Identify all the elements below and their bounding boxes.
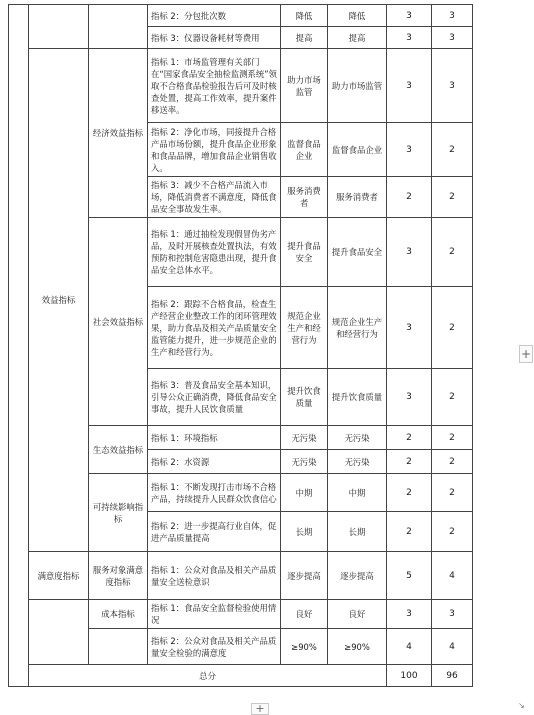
score-cell[interactable]: 3 xyxy=(432,5,473,27)
weight-cell[interactable]: 3 xyxy=(387,600,432,629)
actual-cell[interactable]: 提升饮食质量 xyxy=(328,369,387,426)
actual-cell[interactable]: 良好 xyxy=(328,600,387,629)
actual-cell[interactable]: 服务消费者 xyxy=(328,177,387,218)
score-cell[interactable]: 3 xyxy=(432,27,473,49)
indicator-cell[interactable]: 指标 2：进一步提高行业自体，促进产品质量提高 xyxy=(148,512,281,552)
target-cell[interactable]: 规范企业生产和经营行为 xyxy=(281,287,328,369)
indicator-cell[interactable]: 指标 1：环境指标 xyxy=(148,426,281,450)
indicator-table-container xyxy=(8,4,511,687)
table-row xyxy=(9,49,511,123)
target-cell[interactable]: 良好 xyxy=(281,600,328,629)
actual-cell[interactable]: 无污染 xyxy=(328,450,387,474)
weight-cell[interactable]: 3 xyxy=(387,5,432,27)
left-margin-cell xyxy=(9,5,29,687)
target-cell[interactable]: 长期 xyxy=(281,512,328,552)
level1-satisfaction-label[interactable]: 满意度指标 xyxy=(29,552,89,600)
score-cell[interactable]: 2 xyxy=(432,287,473,369)
indicator-cell[interactable]: 指标 2：分包批次数 xyxy=(148,5,281,27)
target-cell[interactable]: 中期 xyxy=(281,474,328,512)
blank-level2-cell xyxy=(89,5,148,49)
total-score-cell[interactable]: 96 xyxy=(432,665,473,687)
add-row-button[interactable]: + xyxy=(251,703,269,715)
weight-cell[interactable]: 2 xyxy=(387,512,432,552)
target-cell[interactable]: 降低 xyxy=(281,5,328,27)
weight-cell[interactable]: 2 xyxy=(387,177,432,218)
target-cell[interactable]: 无污染 xyxy=(281,426,328,450)
score-cell[interactable]: 2 xyxy=(432,123,473,177)
total-row xyxy=(9,665,511,687)
score-cell[interactable]: 2 xyxy=(432,474,473,512)
indicator-cell[interactable]: 指标 3：减少不合格产品流入市场，降低消费者不满意度，降低食品安全事故发生率。 xyxy=(148,177,281,218)
weight-cell[interactable]: 4 xyxy=(387,629,432,665)
blank-level1-cell xyxy=(29,600,89,665)
indicator-cell[interactable]: 指标 1：食品安全监督检验使用情况 xyxy=(148,600,281,629)
target-cell[interactable]: 提高 xyxy=(281,27,328,49)
indicator-cell[interactable]: 指标 3：普及食品安全基本知识，引导公众正确消费，降低食品安全事故，提升人民饮食质量 xyxy=(148,369,281,426)
actual-cell[interactable]: ≥90% xyxy=(328,629,387,665)
level2-economic-label[interactable]: 经济效益指标 xyxy=(89,49,148,218)
level2-social-label[interactable]: 社会效益指标 xyxy=(89,218,148,426)
actual-cell[interactable]: 助力市场监管 xyxy=(328,49,387,123)
score-cell[interactable]: 4 xyxy=(432,629,473,665)
target-cell[interactable]: 逐步提高 xyxy=(281,552,328,600)
indicator-cell[interactable]: 指标 1：不断发现打击市场不合格产品，持续提升人民群众饮食信心 xyxy=(148,474,281,512)
weight-cell[interactable]: 3 xyxy=(387,287,432,369)
indicator-cell[interactable]: 指标 1：公众对食品及相关产品质量安全送检意识 xyxy=(148,552,281,600)
actual-cell[interactable]: 规范企业生产和经营行为 xyxy=(328,287,387,369)
weight-cell[interactable]: 3 xyxy=(387,123,432,177)
total-label[interactable]: 总分 xyxy=(29,665,387,687)
indicator-cell[interactable]: 指标 3：仪器设备耗材等费用 xyxy=(148,27,281,49)
level2-sustainable-label[interactable]: 可持续影响指标 xyxy=(89,474,148,552)
actual-cell[interactable]: 降低 xyxy=(328,5,387,27)
performance-indicator-table xyxy=(8,4,511,687)
table-row xyxy=(9,600,511,629)
blank-level2-cell xyxy=(89,629,148,665)
weight-cell[interactable]: 2 xyxy=(387,450,432,474)
target-cell[interactable]: 提升饮食质量 xyxy=(281,369,328,426)
indicator-cell[interactable]: 指标 2：水资源 xyxy=(148,450,281,474)
actual-cell[interactable]: 提升食品安全 xyxy=(328,218,387,287)
add-column-button[interactable]: + xyxy=(520,347,532,361)
blank-level1-cell xyxy=(29,5,89,49)
score-cell[interactable]: 3 xyxy=(432,49,473,123)
level2-ecological-label[interactable]: 生态效益指标 xyxy=(89,426,148,474)
weight-cell[interactable]: 2 xyxy=(387,474,432,512)
actual-cell[interactable]: 长期 xyxy=(328,512,387,552)
actual-cell[interactable]: 无污染 xyxy=(328,426,387,450)
target-cell[interactable]: 提升食品安全 xyxy=(281,218,328,287)
table-row xyxy=(9,552,511,600)
target-cell[interactable]: 服务消费者 xyxy=(281,177,328,218)
indicator-cell[interactable]: 指标 1：通过抽检发现假冒伪劣产品，及时开展核查处置执法，有效预防和控制危害隐患出现，提升食品安全总体水平。 xyxy=(148,218,281,287)
actual-cell[interactable]: 逐步提高 xyxy=(328,552,387,600)
score-cell[interactable]: 4 xyxy=(432,552,473,600)
total-weight-cell[interactable]: 100 xyxy=(387,665,432,687)
score-cell[interactable]: 3 xyxy=(432,600,473,629)
weight-cell[interactable]: 5 xyxy=(387,552,432,600)
weight-cell[interactable]: 3 xyxy=(387,218,432,287)
level2-service-target-label[interactable]: 服务对象满意度指标 xyxy=(89,552,148,600)
level2-cost-label[interactable]: 成本指标 xyxy=(89,600,148,629)
indicator-cell[interactable]: 指标 2：公众对食品及相关产品质量安全检验的满意度 xyxy=(148,629,281,665)
target-cell[interactable]: 助力市场监管 xyxy=(281,49,328,123)
table-row xyxy=(9,5,511,27)
score-cell[interactable]: 2 xyxy=(432,512,473,552)
level1-benefit-label[interactable]: 效益指标 xyxy=(29,49,89,552)
weight-cell[interactable]: 3 xyxy=(387,369,432,426)
indicator-cell[interactable]: 指标 2：跟踪不合格食品，检查生产经营企业整改工作的闭环管理效果，助力食品及相关产品质量安全监管能力提升，进一步规范企业的生产和经营行为。 xyxy=(148,287,281,369)
actual-cell[interactable]: 监督食品企业 xyxy=(328,123,387,177)
score-cell[interactable]: 2 xyxy=(432,369,473,426)
resize-corner-icon[interactable]: ↘ xyxy=(518,701,525,710)
weight-cell[interactable]: 3 xyxy=(387,49,432,123)
target-cell[interactable]: 监督食品企业 xyxy=(281,123,328,177)
target-cell[interactable]: ≥90% xyxy=(281,629,328,665)
target-cell[interactable]: 无污染 xyxy=(281,450,328,474)
score-cell[interactable]: 2 xyxy=(432,177,473,218)
indicator-cell[interactable]: 指标 2：净化市场，同接提升合格产品市场份额，提升食品企业形象和食品品牌，增加食品企业销售收入。 xyxy=(148,123,281,177)
indicator-cell[interactable]: 指标 1：市场监管理有关部门在“国家食品安全抽检监测系统”领取不合格食品检验报告后可及时核查处置，提高工作效率，提升案件移送率。 xyxy=(148,49,281,123)
actual-cell[interactable]: 中期 xyxy=(328,474,387,512)
score-cell[interactable]: 2 xyxy=(432,218,473,287)
score-cell[interactable]: 2 xyxy=(432,450,473,474)
weight-cell[interactable]: 3 xyxy=(387,27,432,49)
weight-cell[interactable]: 2 xyxy=(387,426,432,450)
score-cell[interactable]: 2 xyxy=(432,426,473,450)
actual-cell[interactable]: 提高 xyxy=(328,27,387,49)
